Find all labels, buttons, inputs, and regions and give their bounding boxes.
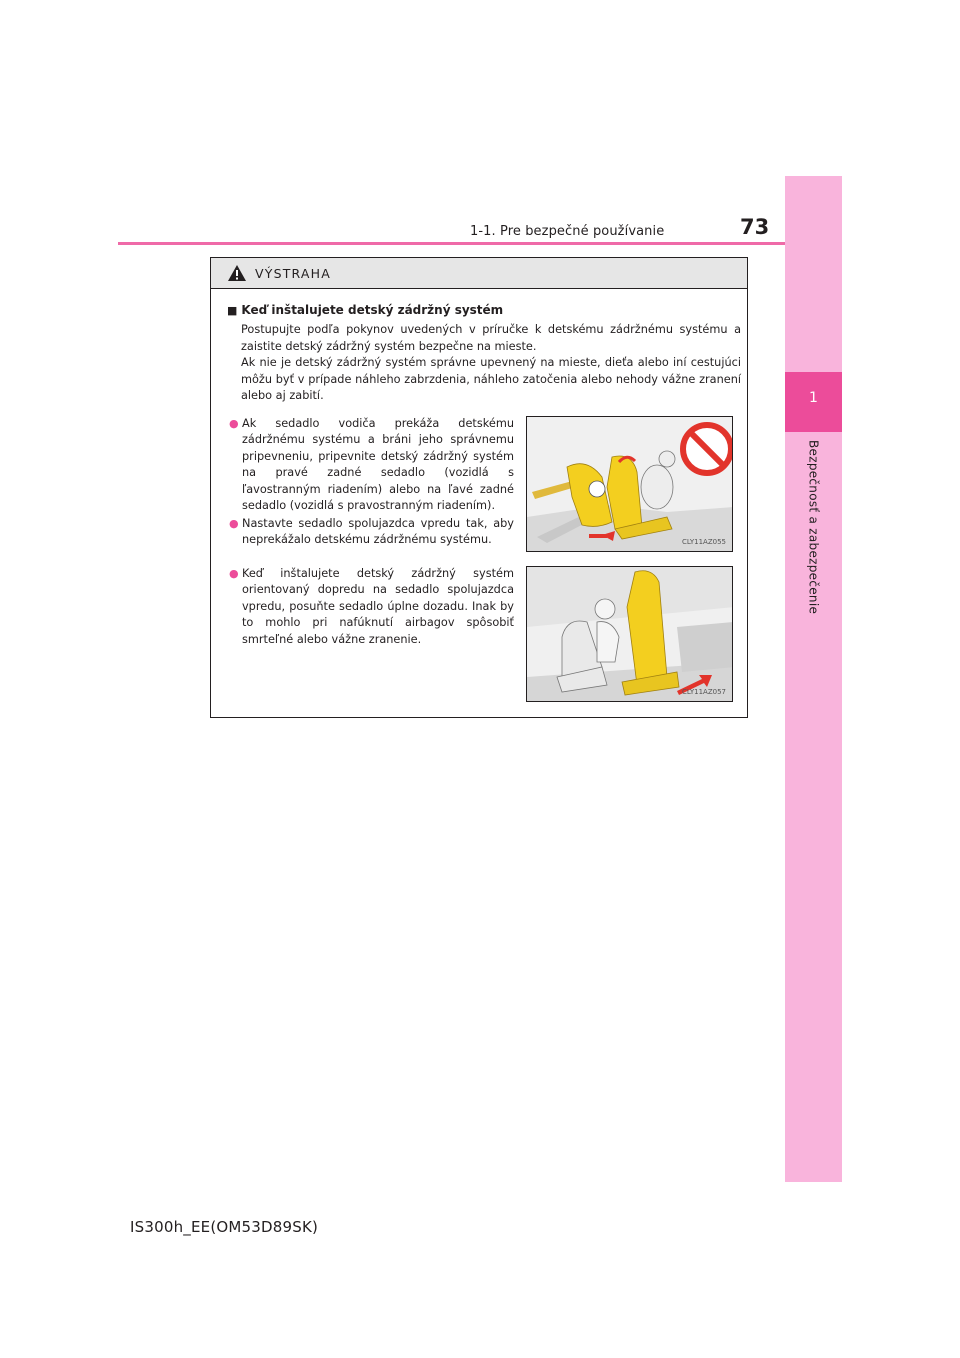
bullet-item-2 — [229, 516, 514, 549]
illustration-code: CLY11AZ057 — [682, 688, 726, 696]
chapter-title — [785, 440, 842, 740]
bullet-dot-icon: ● — [229, 567, 239, 580]
warning-header — [211, 258, 747, 289]
bullet-dot-icon: ● — [229, 417, 239, 430]
warning-box — [210, 257, 748, 718]
subsection-heading-text: Keď inštalujete detský zádržný systém — [241, 303, 504, 317]
warning-paragraph — [241, 322, 741, 405]
paragraph-2: Ak nie je detský zádržný systém správne upevnený na mieste, dieťa alebo iní cestujúci môžu byť v prípade náhleho zabrzdenia, náhleho zatočenia alebo nehody vážne zranení alebo aj zabití. — [241, 356, 741, 402]
child-seat-blocked-drawing — [527, 417, 733, 552]
bullet-dot-icon: ● — [229, 517, 239, 530]
footer-model-code: IS300h_EE(OM53D89SK) — [130, 1218, 319, 1236]
bullet-text-2: Nastavte sedadlo spolujazdca vpredu tak, aby neprekážalo detskému zádržnému systému. — [242, 517, 514, 547]
section-title: 1-1. Pre bezpečné používanie — [470, 224, 665, 239]
bullet-item-3 — [229, 566, 514, 648]
heading-square-icon: ■ — [227, 304, 238, 317]
bullet-item-1 — [229, 416, 514, 514]
illustration-child-seat-blocked — [526, 416, 733, 552]
forward-facing-seat-drawing — [527, 567, 733, 702]
warning-title: VÝSTRAHA — [255, 265, 332, 281]
chapter-number: 1 — [809, 390, 818, 406]
header-rule — [118, 242, 842, 245]
bullet-text-1: Ak sedadlo vodiča prekáža detskému zádržnému systému a bráni jeho správnemu pripevneniu, pripevnite detský zádržný systém na pravé zadné sedadlo (vozidlá s ľavostranným riadením) alebo na ľavé zadné sedadlo (vozidlá s pravostranným riadením). — [242, 417, 514, 513]
bullet-text-3: Keď inštalujete detský zádržný systém orientovaný dopredu na sedadlo spolujazdca vpredu, posuňte sedadlo úplne dozadu. Inak by to mohlo pri nafúknutí airbagov spôsobiť smrteľné alebo vážne zranenie. — [242, 567, 514, 646]
subsection-heading — [227, 303, 503, 317]
warning-triangle-icon — [227, 264, 247, 282]
illustration-forward-facing-seat — [526, 566, 733, 702]
paragraph-1: Postupujte podľa pokynov uvedených v príručke k detskému zádržnému systému a zaistite detský zádržný systém bezpečne na mieste. — [241, 323, 741, 353]
page-number: 73 — [740, 215, 770, 239]
illustration-code: CLY11AZ055 — [682, 538, 726, 546]
chapter-title-text: Bezpečnosť a zabezpečenie — [806, 440, 821, 615]
